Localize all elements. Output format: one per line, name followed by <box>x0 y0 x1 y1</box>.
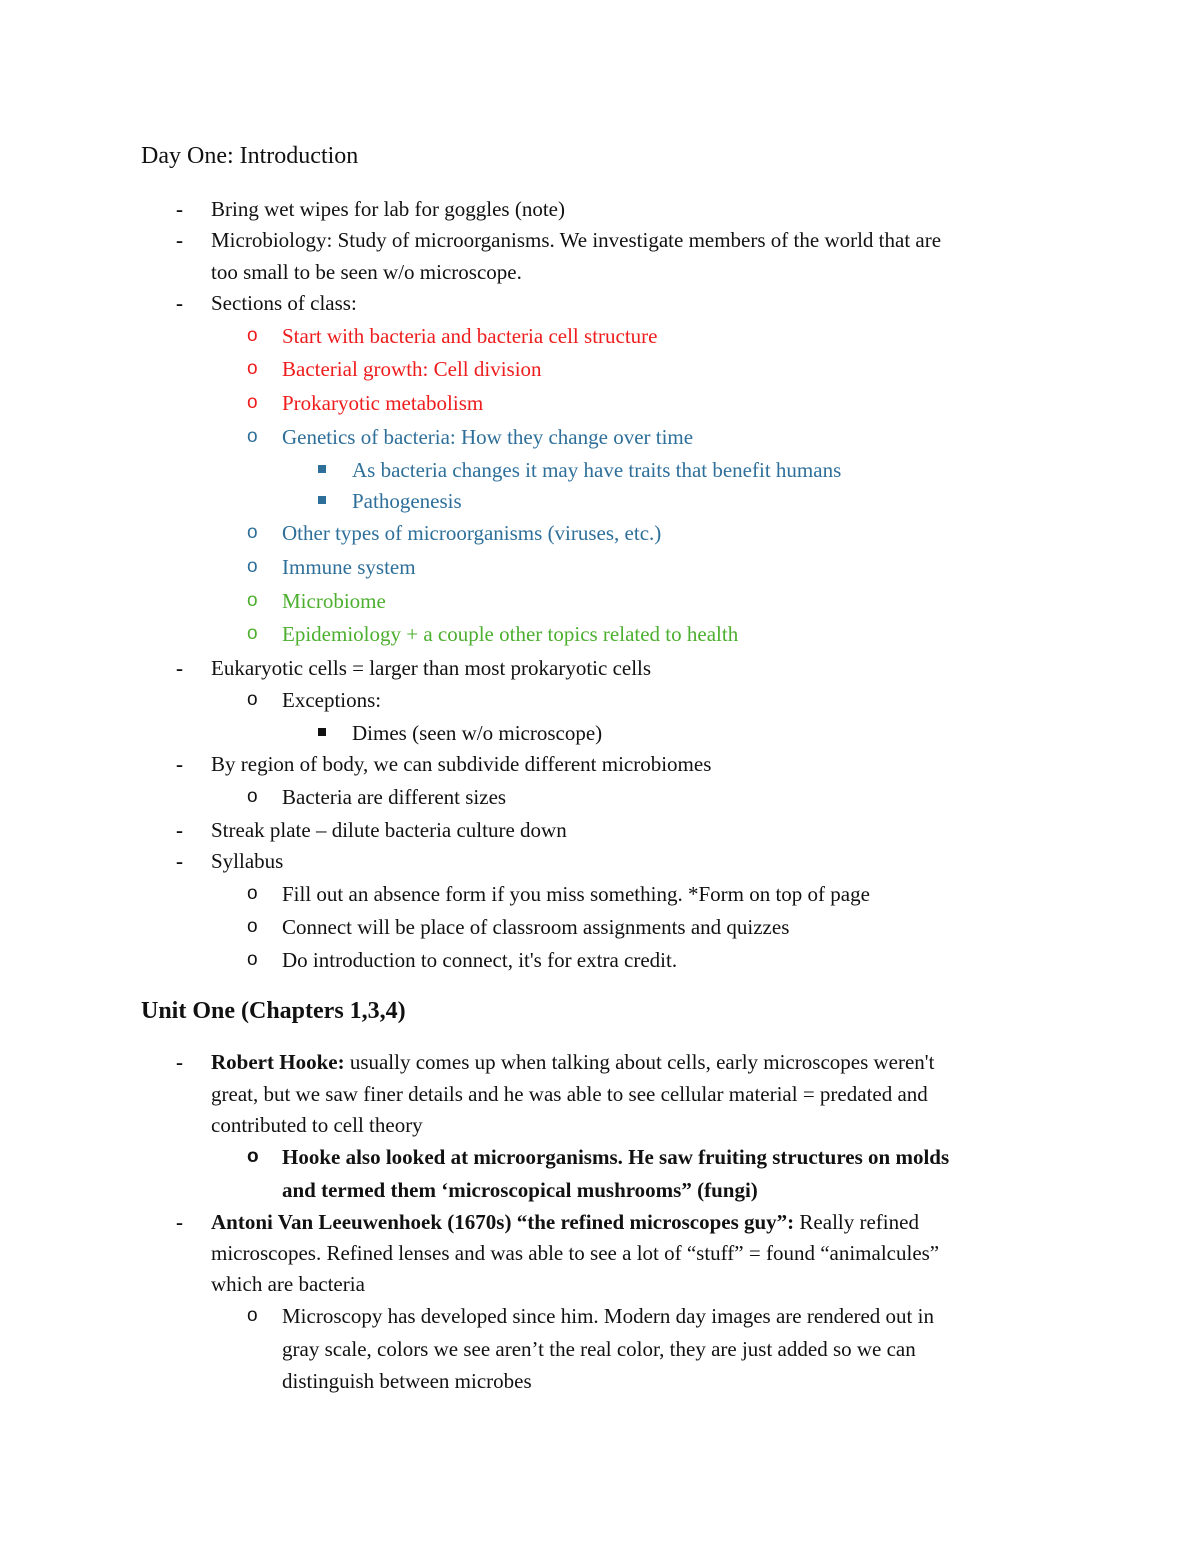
circle-bullet: o <box>247 426 258 447</box>
section-microbiome: Microbiome <box>282 589 386 613</box>
day-one-heading: Day One: Introduction <box>141 143 359 169</box>
microscopy-line2: gray scale, colors we see aren’t the real color, they are just added so we can <box>282 1337 916 1361</box>
section-genetics: Genetics of bacteria: How they change over time <box>282 425 694 449</box>
circle-bullet: o <box>247 590 258 611</box>
square-bullet <box>318 496 326 504</box>
section-epidemiology: Epidemiology + a couple other topics related to health <box>282 622 739 646</box>
circle-bullet: o <box>247 522 258 543</box>
note-dimes: Dimes (seen w/o microscope) <box>352 721 603 745</box>
circle-bullet: o <box>247 689 258 710</box>
syllabus-absence: Fill out an absence form if you miss something. *Form on top of page <box>282 882 870 906</box>
dash-bullet: - <box>176 197 183 221</box>
note-streak-plate: Streak plate – dilute bacteria culture down <box>211 818 567 842</box>
section-bacterial-growth: Bacterial growth: Cell division <box>282 357 542 381</box>
leeuwenhoek-text-1: Really refined <box>799 1210 919 1234</box>
syllabus-connect: Connect will be place of classroom assignments and quizzes <box>282 915 790 939</box>
leeuwenhoek-line3: which are bacteria <box>211 1272 365 1296</box>
note-sizes: Bacteria are different sizes <box>282 785 507 809</box>
circle-bullet: o <box>247 916 258 937</box>
circle-bullet: o <box>247 1305 258 1326</box>
circle-bullet: o <box>247 623 258 644</box>
syllabus-extra-credit: Do introduction to connect, it's for extra credit. <box>282 948 678 972</box>
note-region: By region of body, we can subdivide different microbiomes <box>211 752 712 776</box>
square-bullet <box>318 728 326 736</box>
dash-bullet: - <box>176 818 183 842</box>
microscopy-line1: Microscopy has developed since him. Modern day images are rendered out in <box>282 1304 934 1328</box>
microscopy-line3: distinguish between microbes <box>282 1369 532 1393</box>
circle-bullet: o <box>247 392 258 413</box>
circle-bullet: o <box>247 949 258 970</box>
circle-bullet: o <box>247 883 258 904</box>
dash-bullet: - <box>176 291 183 315</box>
leeuwenhoek-line2: microscopes. Refined lenses and was able to see a lot of “stuff” = found “animalcules” <box>211 1241 940 1265</box>
note-syllabus: Syllabus <box>211 849 284 873</box>
hooke-text-1: usually comes up when talking about cells, early microscopes weren't <box>349 1050 935 1074</box>
circle-bullet: o <box>247 786 258 807</box>
square-bullet <box>318 465 326 473</box>
section-prokaryotic-metabolism: Prokaryotic metabolism <box>282 391 484 415</box>
dash-bullet: - <box>176 752 183 776</box>
hooke-line3: contributed to cell theory <box>211 1113 423 1137</box>
hooke-line2: great, but we saw finer details and he was able to see cellular material = predated and <box>211 1082 928 1106</box>
dash-bullet: - <box>176 849 183 873</box>
note-microbiology-line1: Microbiology: Study of microorganisms. We investigate members of the world that are <box>211 228 942 252</box>
circle-bullet: o <box>247 325 258 346</box>
hooke-line1 <box>211 1046 934 1078</box>
circle-bullet: o <box>247 556 258 577</box>
dash-bullet: - <box>176 1050 183 1074</box>
section-genetics-pathogenesis: Pathogenesis <box>352 489 462 513</box>
circle-bullet: o <box>247 1146 259 1167</box>
note-exceptions: Exceptions: <box>282 688 382 712</box>
note-wipes: Bring wet wipes for lab for goggles (note) <box>211 197 565 221</box>
note-eukaryotic: Eukaryotic cells = larger than most prokaryotic cells <box>211 656 652 680</box>
section-genetics-traits: As bacteria changes it may have traits that benefit humans <box>352 458 842 482</box>
leeuwenhoek-line1 <box>211 1206 919 1238</box>
unit-one-heading: Unit One (Chapters 1,3,4) <box>141 998 406 1024</box>
dash-bullet: - <box>176 656 183 680</box>
note-sections: Sections of class: <box>211 291 357 315</box>
section-immune-system: Immune system <box>282 555 416 579</box>
note-microbiology-line2: too small to be seen w/o microscope. <box>211 260 522 284</box>
hooke-name: Robert Hooke: <box>211 1050 345 1074</box>
section-bacteria-structure: Start with bacteria and bacteria cell structure <box>282 324 658 348</box>
leeuwenhoek-name: Antoni Van Leeuwenhoek (1670s) “the refined microscopes guy”: <box>211 1210 795 1234</box>
dash-bullet: - <box>176 228 183 252</box>
circle-bullet: o <box>247 358 258 379</box>
dash-bullet: - <box>176 1210 183 1234</box>
hooke-sub-line1: Hooke also looked at microorganisms. He saw fruiting structures on molds <box>282 1145 950 1169</box>
hooke-sub-line2: and termed them ‘microscopical mushrooms” (fungi) <box>282 1178 758 1202</box>
section-other-microorganisms: Other types of microorganisms (viruses, etc.) <box>282 521 662 545</box>
